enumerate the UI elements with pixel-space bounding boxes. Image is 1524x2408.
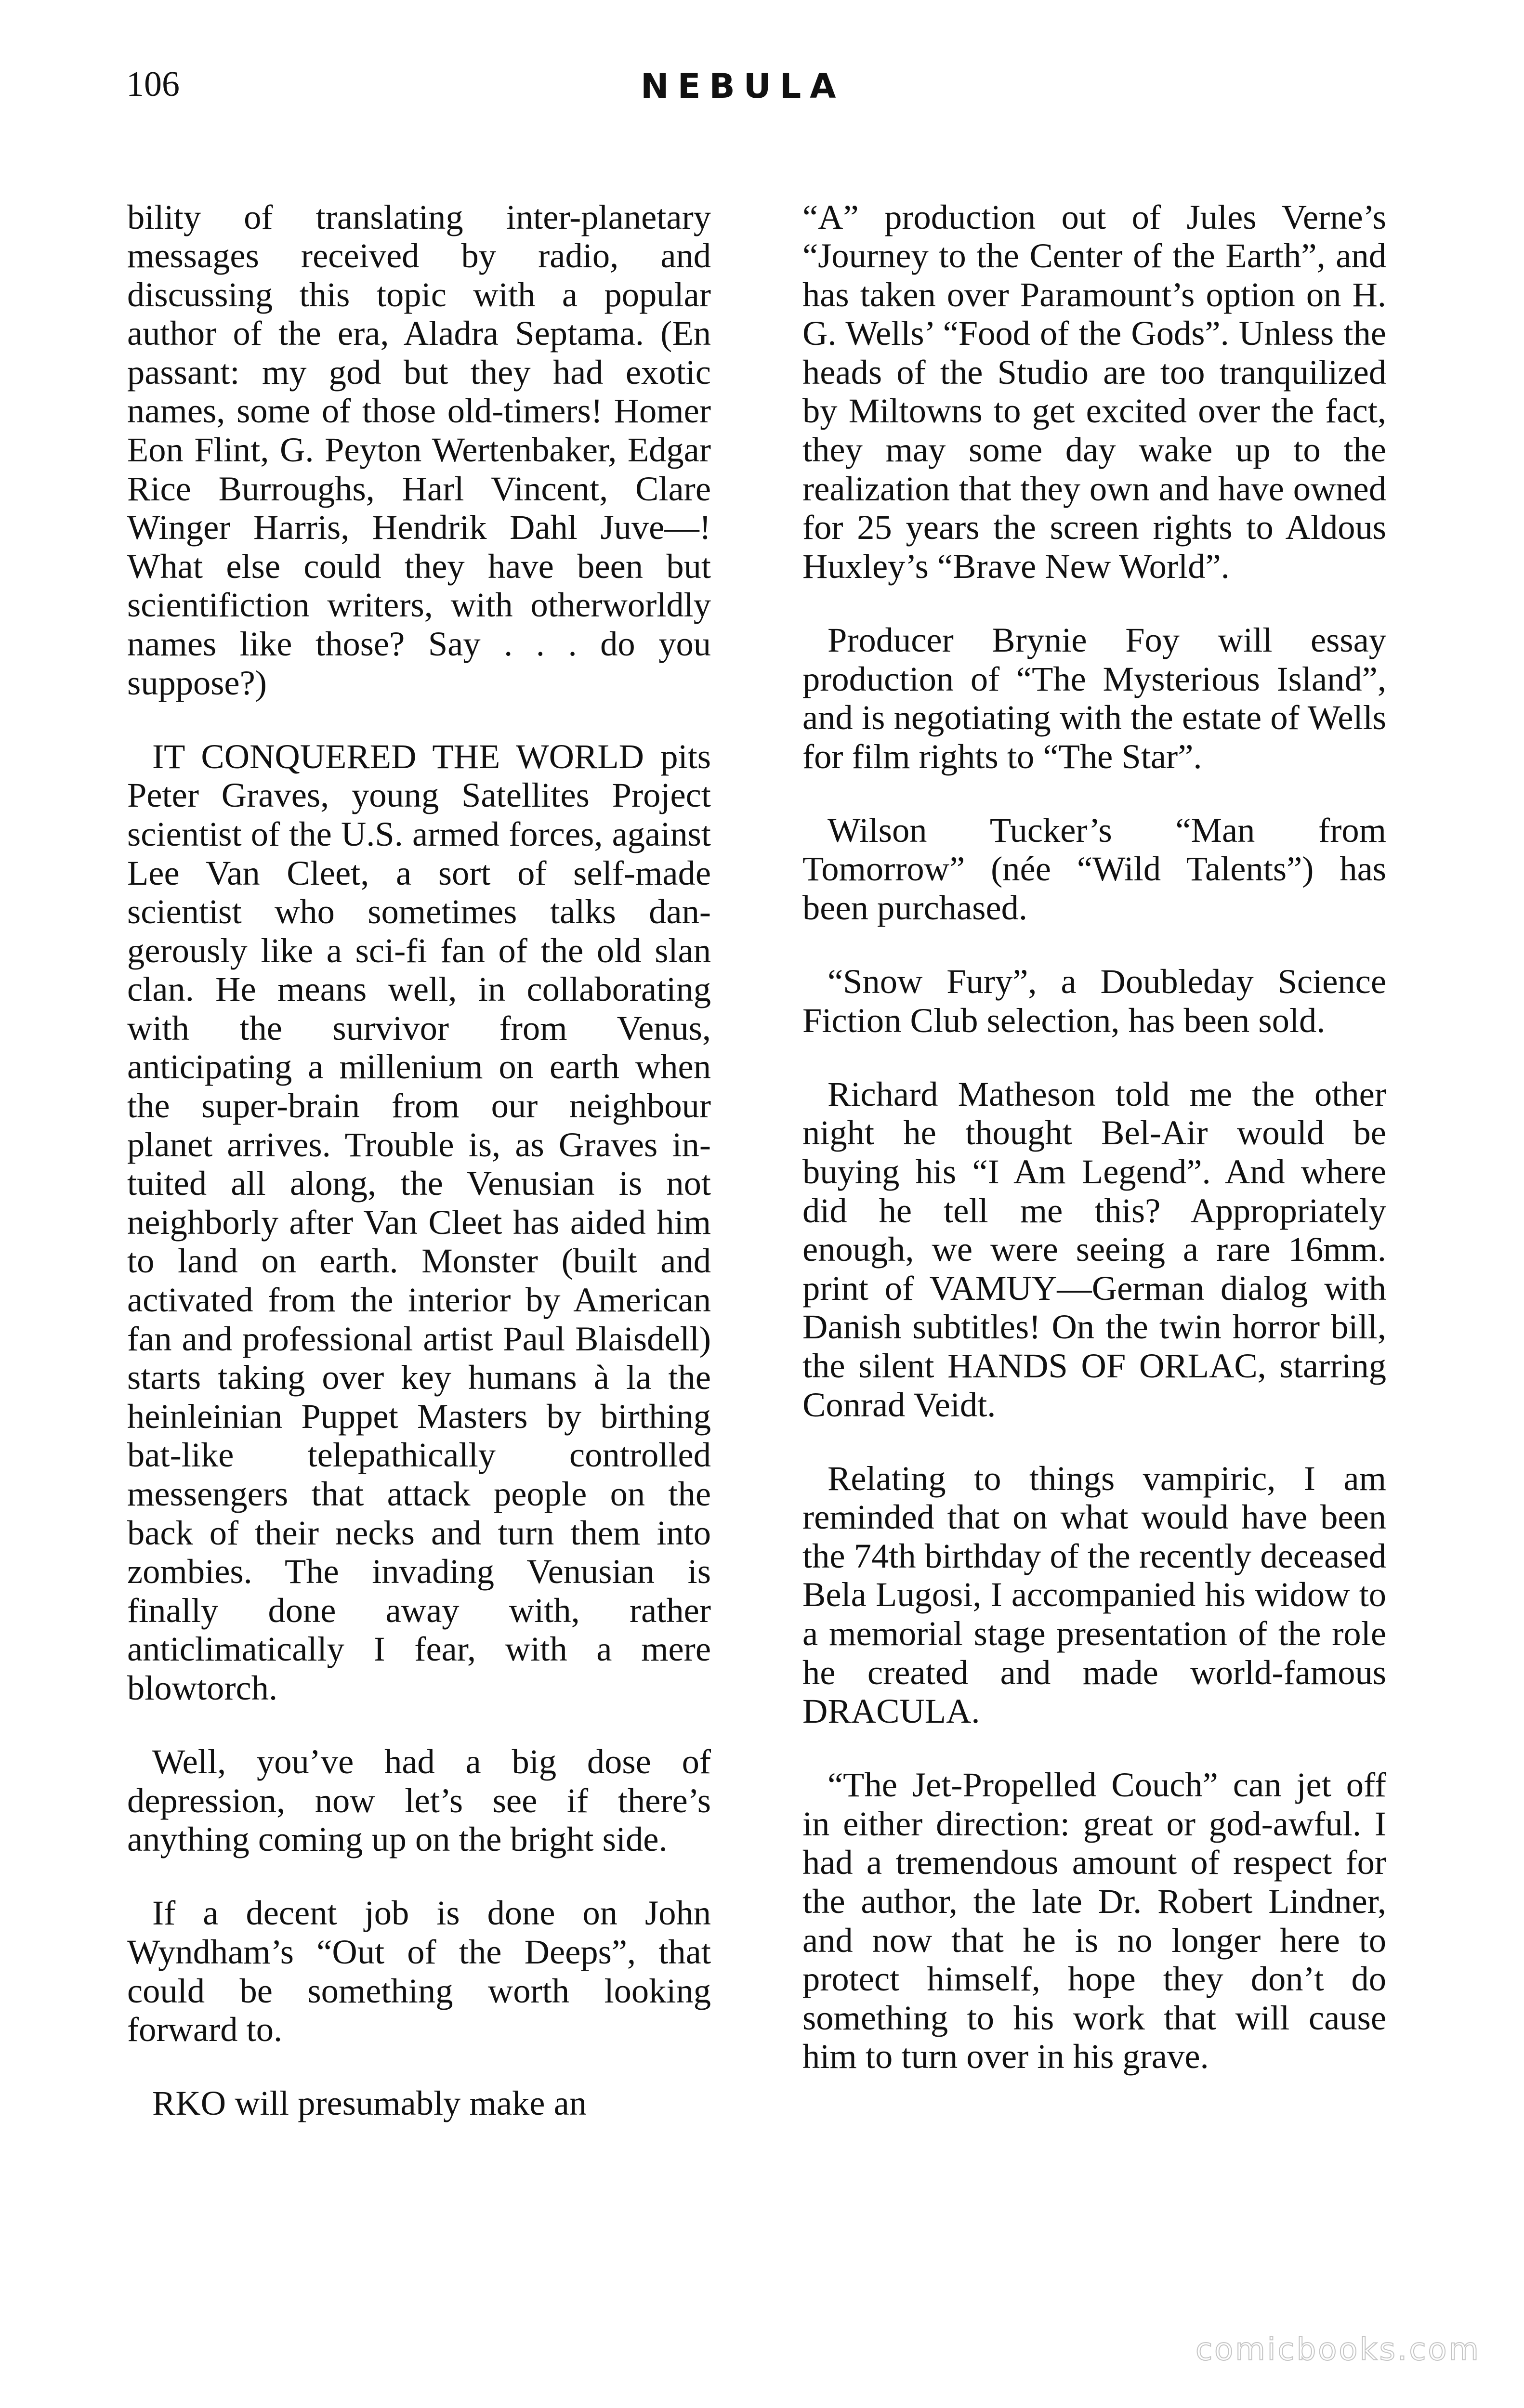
paragraph-right-3: Wilson Tucker’s “Man from Tomorrow” (née “Wild Talents”) has been purchased. — [802, 810, 1386, 927]
watermark: comicbooks.com — [1195, 2332, 1481, 2368]
paragraph-left-5: RKO will presumably make an — [152, 2083, 587, 2123]
right-column — [802, 163, 1386, 2111]
paragraph-right-4: “Snow Fury”, a Doubleday Science Fiction Club selection, has been sold. — [802, 962, 1386, 1040]
paragraph-left-4: If a decent job is done on John Wyndham’s “Out of the Deeps”, that could be something worth looking forward to. — [127, 1893, 711, 2049]
paragraph-left-3: Well, you’ve had a big dose of depression, now let’s see if there’s anything coming up on the bright side. — [127, 1742, 711, 1859]
paragraph-right-2: Producer Brynie Foy will essay production of “The Mysterious Island”, and is negotiating with the estate of Wells for film rights to “The Star”. — [802, 620, 1386, 776]
paragraph-right-5: Richard Matheson told me the other night he thought Bel-Air would be buying his “I Am Legend”. And where did he tell me this? Appropriately enough, we were seeing a rare 16mm. print of VAMUY—German dialog with Danish subtitles! On the twin horror bill, the silent HANDS OF ORLAC, starring Conrad Veidt. — [802, 1074, 1386, 1424]
paragraph-left-1: bility of translating inter-planetary messages received by radio, and discussing this topic with a popular author of the era, Aladra Septama. (En passant: my god but they had exotic names, some of those old-timers! Homer Eon Flint, G. Peyton Wertenbaker, Edgar Rice Burroughs, Harl Vincent, Clare Winger Harris, Hendrik Dahl Juve—! What else could they have been but scientifiction writers, with otherworldly names like those? Say . . . do you suppose?) — [127, 197, 711, 702]
paragraph-right-1: “A” production out of Jules Verne’s “Journey to the Center of the Earth”, and has taken over Paramount’s option on H. G. Wells’ “Food of the Gods”. Unless the heads of the Studio are too tranquilized by Miltowns to get excited over the fact, they may some day wake up to the realization that they own and have owned for 25 years the screen rights to Aldous Huxley’s “Brave New World”. — [802, 197, 1386, 586]
left-column — [127, 163, 711, 2158]
page-number: 106 — [126, 65, 180, 104]
paragraph-right-7: “The Jet-Propelled Couch” can jet off in either direction: great or god-awful. I had a tremendous amount of respect for the author, the late Dr. Robert Lindner, and now that he is no longer here to protect himself, hope they don’t do something to his work that will cause him to turn over in his grave. — [802, 1765, 1386, 2076]
paragraph-right-6: Relating to things vampiric, I am reminded that on what would have been the 74th birthday of the recently deceased Bela Lugosi, I accompanied his widow to a memorial stage presentation of the role he created and made world-famous DRACULA. — [802, 1458, 1386, 1731]
running-head-title: NEBULA — [641, 66, 845, 106]
paragraph-left-2: IT CONQUERED THE WORLD pits Peter Graves, young Satellites Project scientist of the U.S. armed forces, against Lee Van Cleet, a sort of self-made scientist who sometimes talks dangerously like a sci-fi fan of the old slan clan. He means well, in collaborating with the survivor from Venus, anticipating a millenium on earth when the super-brain from our neighbour planet arrives. Trouble is, as Graves intuited all along, the Venusian is not neighborly after Van Cleet has aided him to land on earth. Monster (built and activated from the interior by American fan and professional artist Paul Blaisdell) starts taking over key humans à la the heinleinian Puppet Masters by birthing bat-like telepathically controlled messengers that attack people on the back of their necks and turn them into zombies. The invading Venusian is finally done away with, rather anticlimatically I fear, with a mere blowtorch. — [127, 736, 711, 1707]
